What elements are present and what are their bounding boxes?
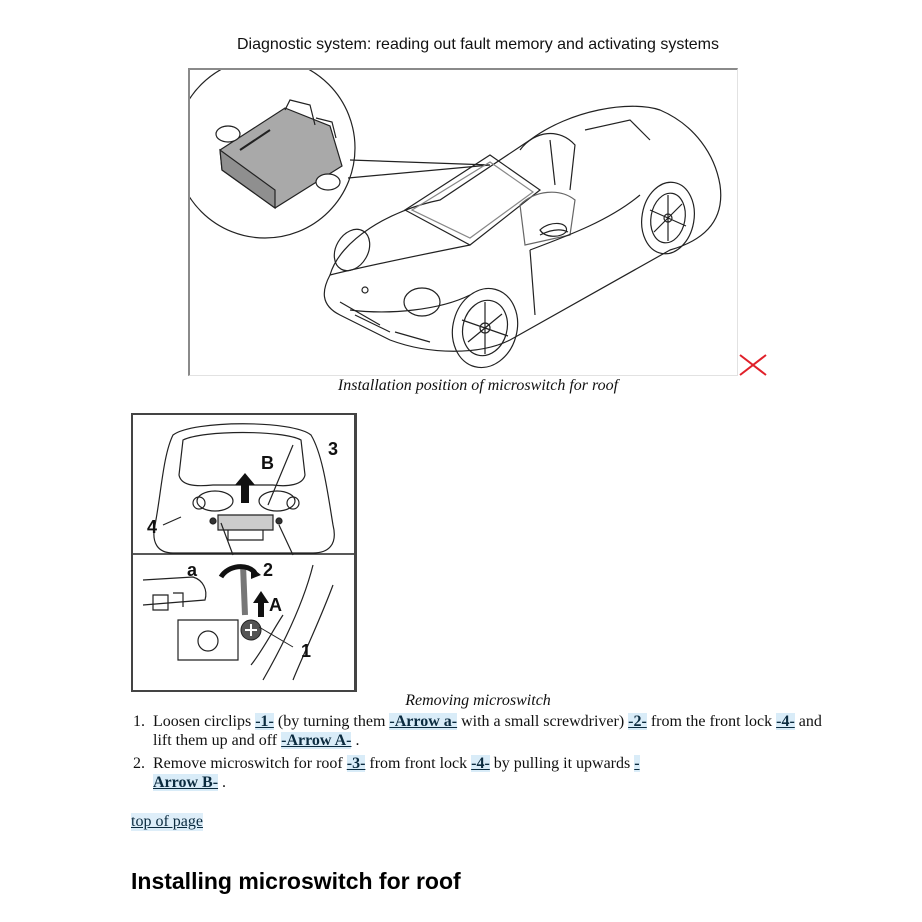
step-item: [133, 712, 833, 750]
ref-link-2[interactable]: -2-: [628, 713, 647, 730]
removal-steps-list: [133, 712, 833, 796]
step-text: from the front lock: [646, 713, 777, 730]
step-text: .: [351, 732, 360, 749]
label-3: 3: [328, 439, 339, 459]
removing-microswitch-figure: [131, 413, 357, 692]
step-text: Remove microswitch for roof: [153, 755, 347, 772]
step-text: Loosen circlips: [153, 713, 256, 730]
top-of-page-link[interactable]: top of page: [131, 813, 203, 830]
ref-link-4[interactable]: -4-: [471, 755, 490, 772]
installation-position-figure: [188, 68, 738, 376]
ref-link-arrow-a[interactable]: -Arrow a-: [389, 713, 458, 730]
step-item: [133, 754, 683, 792]
page-header-title: Diagnostic system: reading out fault memory and activating systems: [237, 36, 719, 53]
ref-link-arrow-b[interactable]: -Arrow B-: [153, 755, 640, 791]
section-heading: Installing microswitch for roof: [131, 868, 461, 894]
label-arrow-a-small: a: [187, 560, 198, 580]
broken-image-icon: [738, 353, 768, 377]
step-text: from front lock: [365, 755, 472, 772]
step-text: by pulling it upwards: [489, 755, 635, 772]
label-arrow-b: B: [261, 453, 274, 473]
car-illustration: [190, 70, 738, 376]
step-text: .: [218, 774, 227, 791]
figure2-caption: Removing microswitch: [405, 692, 551, 709]
label-arrow-a-big: A: [269, 595, 282, 615]
ref-link-3[interactable]: -3-: [346, 755, 366, 772]
label-1: 1: [301, 641, 312, 661]
figure1-caption: Installation position of microswitch for roof: [337, 377, 619, 394]
label-4: 4: [147, 517, 158, 537]
step-text: and lift them up and off: [153, 713, 822, 749]
ref-link-4[interactable]: -4-: [776, 713, 795, 730]
ref-link-1[interactable]: -1-: [255, 713, 274, 730]
step-text: (by turning them: [273, 713, 390, 730]
ref-link-arrow-a-upper[interactable]: -Arrow A-: [281, 732, 352, 749]
step-number: 1.: [133, 713, 145, 730]
step-number: 2.: [133, 755, 145, 772]
microswitch-removal-illustration: [133, 415, 355, 690]
step-text: with a small screwdriver): [457, 713, 629, 730]
label-2: 2: [263, 560, 274, 580]
